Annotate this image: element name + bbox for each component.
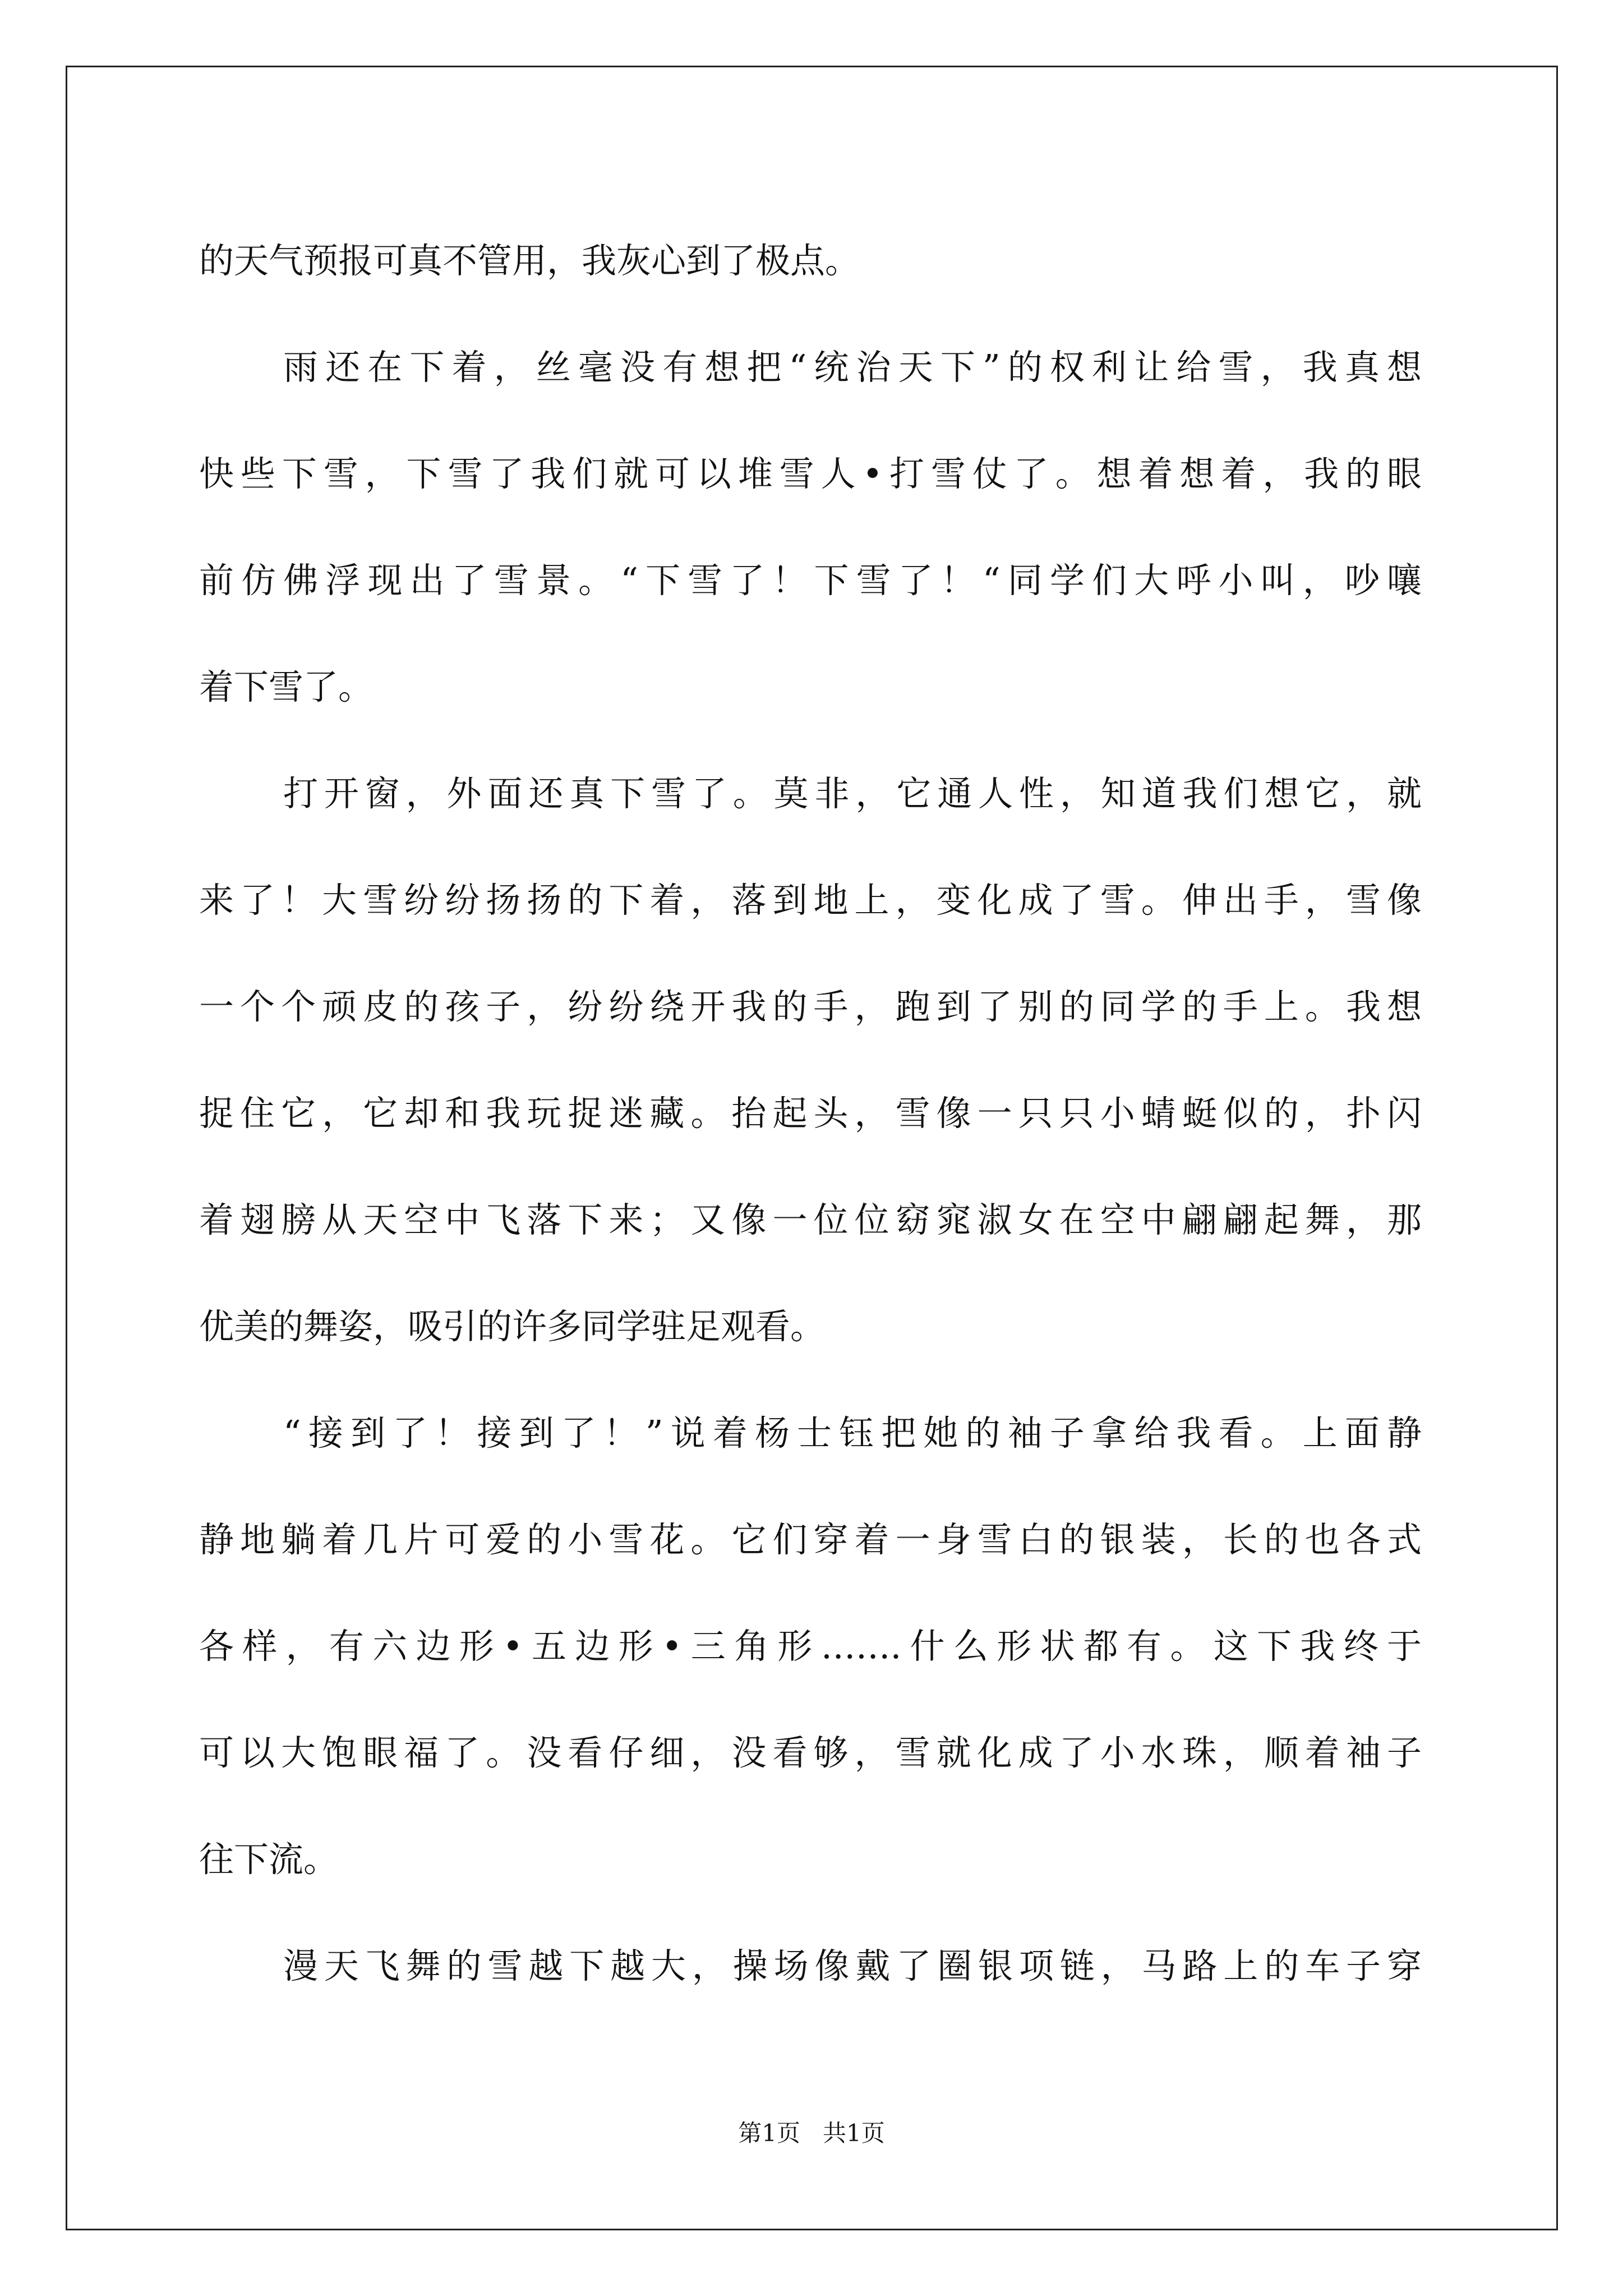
text-line: 往下流。 <box>199 1839 339 1880</box>
text-line: 来了！大雪纷纷扬扬的下着，落到地上，变化成了雪。伸出手，雪像 <box>199 880 1422 921</box>
paragraph-start-line: 雨还在下着，丝毫没有想把“统治天下”的权利让给雪，我真想 <box>283 347 1422 388</box>
paragraph-start-line: 漫天飞舞的雪越下越大，操场像戴了圈银项链，马路上的车子穿 <box>283 1945 1422 1986</box>
paragraph-start-line: “接到了！接到了！”说着杨士钰把她的袖子拿给我看。上面静 <box>283 1412 1422 1453</box>
text-line: 各样，有六边形•五边形•三角形…….什么形状都有。这下我终于 <box>199 1626 1422 1667</box>
page-footer <box>0 2115 1623 2148</box>
text-line: 静地躺着几片可爱的小雪花。它们穿着一身雪白的银装，长的也各式 <box>199 1519 1422 1560</box>
text-line: 捉住它，它却和我玩捉迷藏。抬起头，雪像一只只小蜻蜓似的，扑闪 <box>199 1093 1422 1134</box>
text-line: 可以大饱眼福了。没看仔细，没看够，雪就化成了小水珠，顺着袖子 <box>199 1732 1422 1773</box>
text-line: 前仿佛浮现出了雪景。“下雪了！下雪了！“同学们大呼小叫，吵嚷 <box>199 560 1422 601</box>
page-number: 第1页 <box>738 2119 800 2147</box>
text-line: 优美的舞姿，吸引的许多同学驻足观看。 <box>199 1306 826 1347</box>
text-line: 着翅膀从天空中飞落下来；又像一位位窈窕淑女在空中翩翩起舞，那 <box>199 1199 1422 1240</box>
page-total: 共1页 <box>823 2119 885 2147</box>
text-line: 快些下雪，下雪了我们就可以堆雪人•打雪仗了。想着想着，我的眼 <box>199 453 1422 494</box>
document-body <box>199 208 1422 2019</box>
text-line: 的天气预报可真不管用，我灰心到了极点。 <box>199 240 860 281</box>
paragraph-start-line: 打开窗，外面还真下雪了。莫非，它通人性，知道我们想它，就 <box>283 773 1422 814</box>
text-line: 一个个顽皮的孩子，纷纷绕开我的手，跑到了别的同学的手上。我想 <box>199 986 1422 1027</box>
text-line: 着下雪了。 <box>199 666 374 707</box>
